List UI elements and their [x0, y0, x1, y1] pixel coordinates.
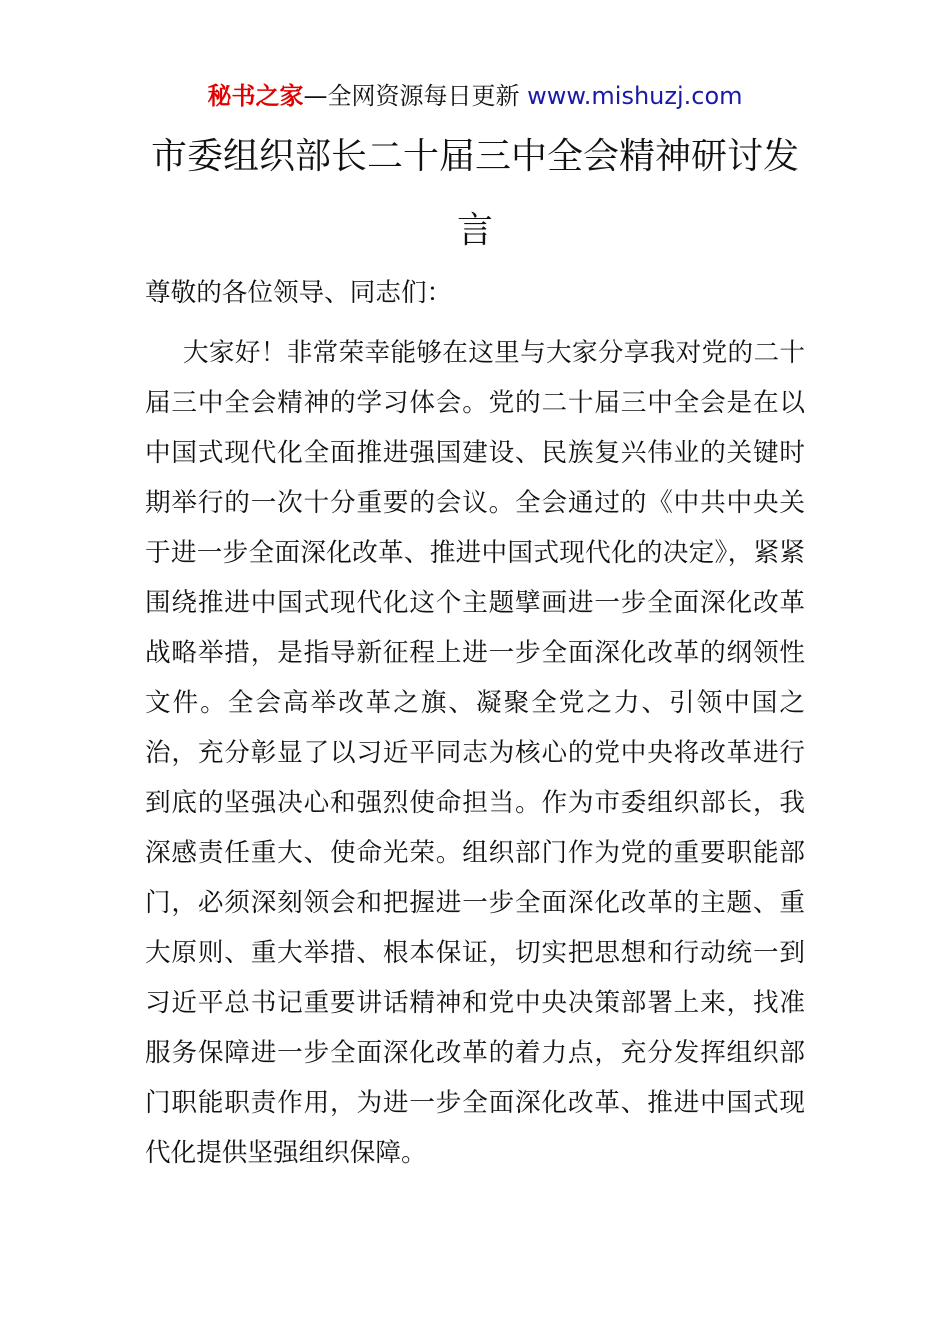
document-title: 市委组织部长二十届三中全会精神研讨发言: [150, 136, 799, 251]
site-header: [0, 80, 950, 112]
body-paragraph: 大家好！非常荣幸能够在这里与大家分享我对党的二十届三中全会精神的学习体会。党的二十届三中全会是在以中国式现代化全面推进强国建设、民族复兴伟业的关键时期举行的一次十分重要的会议。全会通过的《中共中央关于进一步全面深化改革、推进中国式现代化的决定》，紧紧围绕推进中国式现代化这个主题擘画进一步全面深化改革战略举措，是指导新征程上进一步全面深化改革的纲领性文件。全会高举改革之旗、凝聚全党之力、引领中国之治，充分彰显了以习近平同志为核心的党中央将改革进行到底的坚强决心和强烈使命担当。作为市委组织部长，我深感责任重大、使命光荣。组织部门作为党的重要职能部门，必须深刻领会和把握进一步全面深化改革的主题、重大原则、重大举措、根本保证，切实把思想和行动统一到习近平总书记重要讲话精神和党中央决策部署上来，找准服务保障进一步全面深化改革的着力点，充分发挥组织部门职能职责作用，为进一步全面深化改革、推进中国式现代化提供坚强组织保障。: [145, 338, 805, 1168]
salutation: 尊敬的各位领导、同志们：: [145, 278, 453, 308]
brand-name: 秘书之家: [207, 82, 304, 110]
site-tagline: —全网资源每日更新: [303, 82, 528, 110]
site-url: www.mishuzj.com: [527, 82, 743, 110]
